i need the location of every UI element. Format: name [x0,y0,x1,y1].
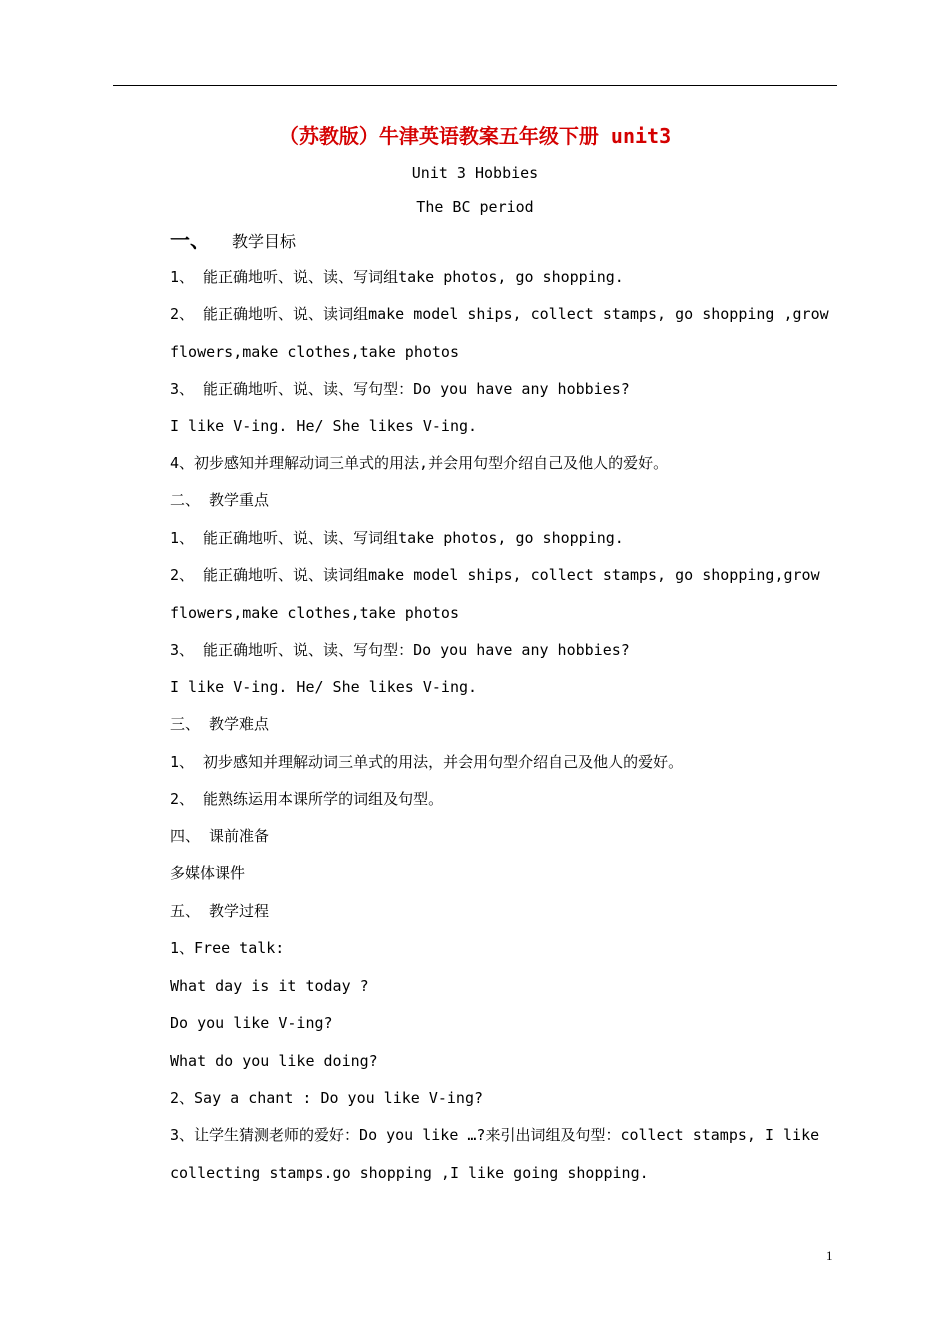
section-3-heading: 三、 教学难点 [170,715,270,733]
section-1-number: 一、 [170,228,210,252]
paragraph-line: collecting stamps.go shopping ,I like going shopping. [170,1164,649,1182]
paragraph-line: 1、 能正确地听、说、读、写词组take photos, go shopping. [170,268,624,286]
header-rule [113,85,837,86]
section-4-heading: 四、 课前准备 [170,827,270,845]
paragraph-line: 3、 能正确地听、说、读、写句型：Do you have any hobbies? [170,380,630,398]
paragraph-line: flowers,make clothes,take photos [170,343,459,361]
paragraph-line: 3、让学生猜测老师的爱好：Do you like …?来引出词组及句型：collect stamps, I like [170,1126,820,1144]
paragraph-line: I like V-ing. He/ She likes V-ing. [170,678,478,696]
paragraph-line: 1、 初步感知并理解动词三单式的用法，并会用句型介绍自己及他人的爱好。 [170,753,684,771]
paragraph-line: What day is it today ? [170,977,369,995]
section-2-heading: 二、 教学重点 [170,491,270,509]
section-1-heading [170,230,296,252]
page-number: 1 [826,1248,833,1263]
period-subtitle: The BC period [416,198,534,216]
paragraph-line: 2、 能正确地听、说、读词组make model ships, collect stamps, go shopping,grow [170,566,820,584]
unit-subtitle: Unit 3 Hobbies [411,164,539,182]
paragraph-line: What do you like doing? [170,1052,378,1070]
section-1-title: 教学目标 [232,232,297,251]
paragraph-line: 1、 能正确地听、说、读、写词组take photos, go shopping. [170,529,624,547]
paragraph-line: I like V-ing. He/ She likes V-ing. [170,417,478,435]
paragraph-line: Do you like V-ing? [170,1014,333,1032]
paragraph-line: 2、 能正确地听、说、读词组make model ships, collect stamps, go shopping ,grow [170,305,829,323]
paragraph-line: 3、 能正确地听、说、读、写句型：Do you have any hobbies? [170,641,630,659]
paragraph-line: 4、初步感知并理解动词三单式的用法,并会用句型介绍自己及他人的爱好。 [170,454,669,472]
document-title: （苏教版）牛津英语教案五年级下册 unit3 [278,124,672,148]
paragraph-line: 2、 能熟练运用本课所学的词组及句型。 [170,790,444,808]
paragraph-line: 多媒体课件 [170,864,246,882]
paragraph-line: 2、Say a chant : Do you like V-ing? [170,1089,484,1107]
paragraph-line: 1、Free talk: [170,939,285,957]
paragraph-line: flowers,make clothes,take photos [170,604,459,622]
section-5-heading: 五、 教学过程 [170,902,270,920]
